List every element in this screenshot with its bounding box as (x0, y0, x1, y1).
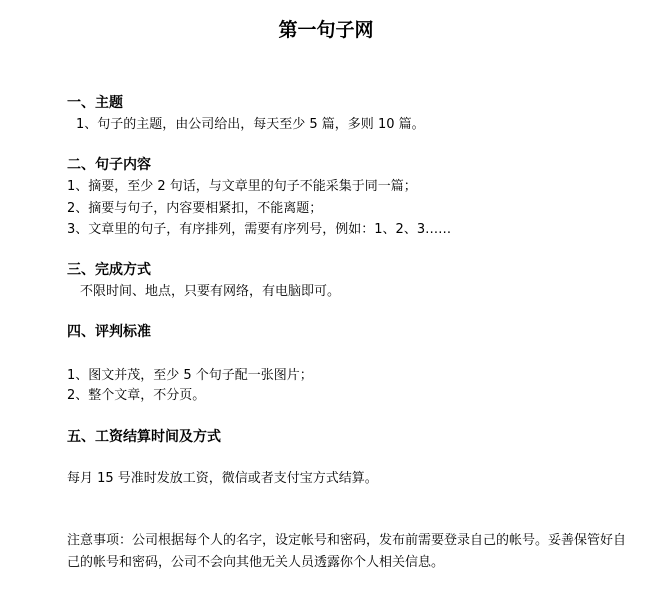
section-line: 1、摘要，至少 2 句话，与文章里的句子不能采集于同一篇； (67, 179, 417, 194)
section-heading-payment: 五、工资结算时间及方式 (67, 429, 221, 445)
section-heading-criteria: 四、评判标准 (67, 324, 151, 340)
section-heading-method: 三、完成方式 (67, 262, 151, 278)
document-title: 第一句子网 (278, 19, 374, 41)
section-line: 1、句子的主题，由公司给出，每天至少 5 篇，多则 10 篇。 (76, 117, 425, 132)
section-line: 3、文章里的句子，有序排列，需要有序列号，例如：1、2、3…… (67, 222, 452, 237)
section-line: 不限时间、地点，只要有网络，有电脑即可。 (80, 284, 341, 299)
section-line: 1、图文并茂，至少 5 个句子配一张图片； (67, 368, 313, 383)
section-heading-content: 二、句子内容 (67, 157, 151, 173)
notice-paragraph: 注意事项：公司根据每个人的名字，设定帐号和密码，发布前需要登录自己的帐号。妥善保管好自己的帐号和密码，公司不会向其他无关人员透露你个人相关信息。 (67, 533, 627, 570)
section-heading-theme: 一、主题 (67, 95, 123, 111)
section-line: 每月 15 号准时发放工资，微信或者支付宝方式结算。 (67, 471, 378, 486)
section-line: 2、摘要与句子，内容要相紧扣，不能离题； (67, 201, 323, 216)
section-line: 2、整个文章，不分页。 (67, 388, 206, 403)
